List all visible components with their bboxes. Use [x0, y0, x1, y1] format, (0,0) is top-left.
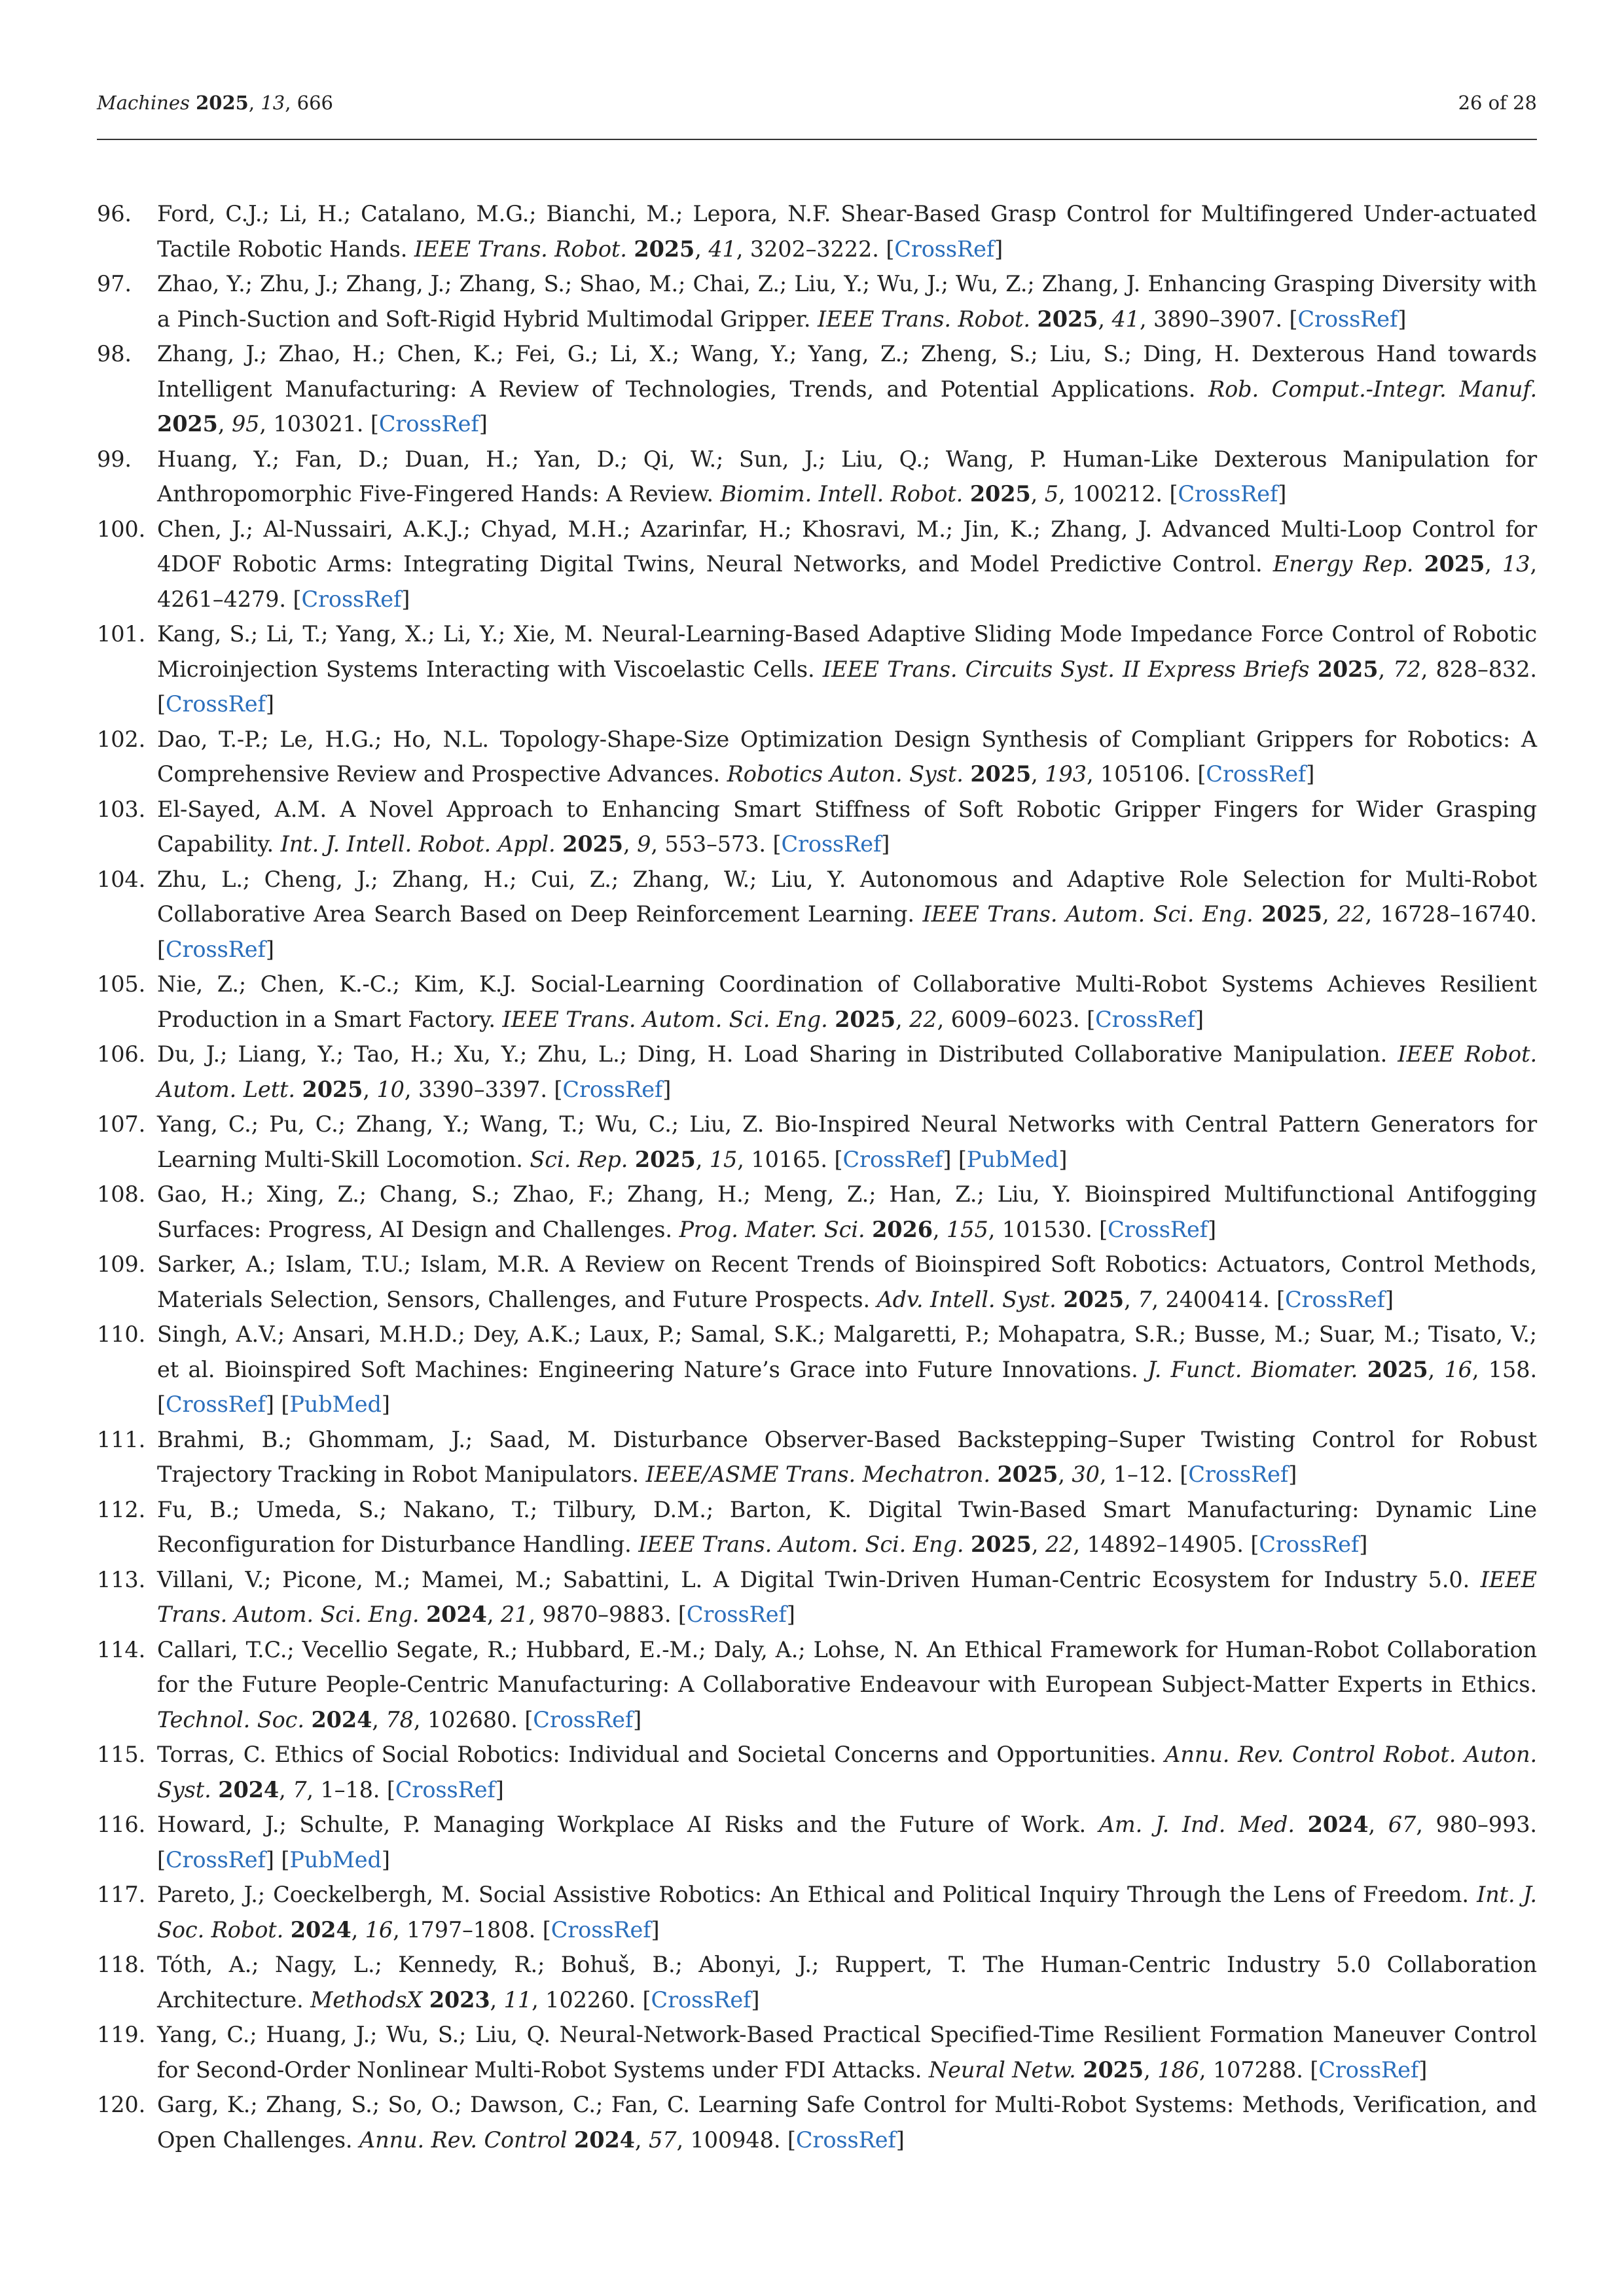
reference-number: 98. — [97, 341, 132, 367]
reference-text: Ford, C.J.; Li, H.; Catalano, M.G.; Bianchi, M.; Lepora, N.F. Shear-Based Grasp Control for Multifingered Under-actuated Tactile Robotic Hands. IEEE Trans. Robot. 2025, 41, 3202–3222. [CrossRef] — [157, 201, 1537, 262]
reference-text: Garg, K.; Zhang, S.; So, O.; Dawson, C.; Fan, C. Learning Safe Control for Multi-Robot Systems: Methods, Verification, and Open Challenges. Annu. Rev. Control 2024, 57, 100948. [CrossRef] — [157, 2092, 1537, 2153]
reference-text: Brahmi, B.; Ghommam, J.; Saad, M. Disturbance Observer-Based Backstepping–Super Twisting Control for Robust Trajectory Tracking in Robot Manipulators. IEEE/ASME Trans. Mechatron. 2025, 30, 1–12. [CrossRef] — [157, 1426, 1537, 1487]
crossref-link[interactable]: CrossRef — [165, 1391, 266, 1417]
reference-item — [97, 2087, 1537, 2157]
reference-number: 97. — [97, 271, 132, 296]
reference-item — [97, 1177, 1537, 1247]
reference-item — [97, 1107, 1537, 1177]
reference-number: 114. — [97, 1636, 146, 1662]
reference-text: Howard, J.; Schulte, P. Managing Workplace AI Risks and the Future of Work. Am. J. Ind. Med. 2024, 67, 980–993. [CrossRef] [PubMed] — [157, 1812, 1537, 1873]
reference-text: Du, J.; Liang, Y.; Tao, H.; Xu, Y.; Zhu, L.; Ding, H. Load Sharing in Distributed Collaborative Manipulation. IEEE Robot. Autom. Lett. 2025, 10, 3390–3397. [CrossRef] — [157, 1041, 1537, 1102]
reference-text: Yang, C.; Huang, J.; Wu, S.; Liu, Q. Neural-Network-Based Practical Specified-Time Resilient Formation Maneuver Control for Second-Order Nonlinear Multi-Robot Systems under FDI Attacks. Neural Netw. 2025, 186, 107288. [CrossRef] — [157, 2022, 1537, 2083]
crossref-link[interactable]: CrossRef — [795, 2126, 896, 2153]
crossref-link[interactable]: CrossRef — [550, 1916, 651, 1943]
reference-text: Zhang, J.; Zhao, H.; Chen, K.; Fei, G.; Li, X.; Wang, Y.; Yang, Z.; Zheng, S.; Liu, S.; Ding, H. Dexterous Hand towards Intelligent Manufacturing: A Review of Technologies, Trends, and Potential Applications. Rob. Comput.-Integr. Manuf. 2025, 95, 103021. [CrossRef] — [157, 341, 1538, 437]
crossref-link[interactable]: CrossRef — [533, 1706, 634, 1732]
reference-item — [97, 2017, 1537, 2087]
crossref-link[interactable]: CrossRef — [1178, 481, 1278, 507]
reference-item — [97, 862, 1537, 967]
reference-text: El-Sayed, A.M. A Novel Approach to Enhancing Smart Stiffness of Soft Robotic Gripper Fingers for Wider Grasping Capability. Int. J. Intell. Robot. Appl. 2025, 9, 553–573. [CrossRef] — [157, 796, 1537, 857]
reference-number: 100. — [97, 516, 146, 542]
reference-item — [97, 442, 1537, 512]
reference-number: 116. — [97, 1812, 146, 1837]
reference-text: Zhu, L.; Cheng, J.; Zhang, H.; Cui, Z.; Zhang, W.; Liu, Y. Autonomous and Adaptive Role Selection for Multi-Robot Collaborative Area Search Based on Deep Reinforcement Learning. IEEE Trans. Autom. Sci. Eng. 2025, 22, 16728–16740. [CrossRef] — [157, 866, 1537, 962]
reference-item — [97, 336, 1537, 442]
reference-number: 104. — [97, 866, 146, 892]
reference-text: Gao, H.; Xing, Z.; Chang, S.; Zhao, F.; Zhang, H.; Meng, Z.; Han, Z.; Liu, Y. Bioinspired Multifunctional Antifogging Surfaces: Progress, AI Design and Challenges. Prog. Mater. Sci. 2026, 155, 101530. [CrossRef] — [157, 1181, 1537, 1242]
reference-number: 119. — [97, 2022, 146, 2047]
reference-item — [97, 1737, 1537, 1807]
reference-list — [97, 196, 1537, 2157]
pubmed-link[interactable]: PubMed — [289, 1846, 382, 1873]
crossref-link[interactable]: CrossRef — [165, 936, 266, 962]
crossref-link[interactable]: CrossRef — [301, 586, 402, 612]
crossref-link[interactable]: CrossRef — [781, 831, 882, 857]
reference-item — [97, 1422, 1537, 1492]
reference-number: 103. — [97, 796, 146, 822]
reference-item — [97, 266, 1537, 336]
reference-item — [97, 967, 1537, 1037]
crossref-link[interactable]: CrossRef — [842, 1146, 943, 1172]
reference-item — [97, 1807, 1537, 1877]
reference-number: 112. — [97, 1496, 146, 1522]
header-rule — [97, 139, 1537, 140]
reference-text: Chen, J.; Al-Nussairi, A.K.J.; Chyad, M.H.; Azarinfar, H.; Khosravi, M.; Jin, K.; Zhang, J. Advanced Multi-Loop Control for 4DOF Robotic Arms: Integrating Digital Twins, Neural Networks, and Model Predictive Control. Energy Rep. 2025, 13, 4261–4279. [CrossRef] — [157, 516, 1537, 612]
reference-number: 113. — [97, 1566, 146, 1592]
reference-number: 102. — [97, 726, 146, 752]
crossref-link[interactable]: CrossRef — [395, 1776, 496, 1803]
reference-number: 107. — [97, 1111, 146, 1137]
reference-number: 109. — [97, 1251, 146, 1277]
page-header — [97, 92, 1537, 126]
crossref-link[interactable]: CrossRef — [1259, 1532, 1360, 1557]
reference-number: 105. — [97, 971, 146, 997]
reference-text: Dao, T.-P.; Le, H.G.; Ho, N.L. Topology-Shape-Size Optimization Design Synthesis of Compliant Grippers for Robotics: A Comprehensive Review and Prospective Advances. Robotics Auton. Syst. 2025, 193, 105106. [CrossRef] — [157, 726, 1537, 787]
pubmed-link[interactable]: PubMed — [289, 1391, 382, 1417]
reference-number: 106. — [97, 1041, 146, 1067]
reference-number: 111. — [97, 1426, 146, 1452]
reference-number: 99. — [97, 446, 132, 472]
reference-item — [97, 722, 1537, 792]
reference-item — [97, 1247, 1537, 1317]
reference-number: 101. — [97, 621, 146, 647]
reference-text: Pareto, J.; Coeckelbergh, M. Social Assistive Robotics: An Ethical and Political Inquiry Through the Lens of Freedom. Int. J. Soc. Robot. 2024, 16, 1797–1808. [CrossRef] — [157, 1882, 1537, 1943]
reference-number: 110. — [97, 1321, 146, 1347]
crossref-link[interactable]: CrossRef — [1095, 1006, 1195, 1032]
crossref-link[interactable]: CrossRef — [651, 1986, 751, 2013]
reference-number: 115. — [97, 1742, 146, 1767]
reference-text: Torras, C. Ethics of Social Robotics: Individual and Societal Concerns and Opportunities. Annu. Rev. Control Robot. Auton. Syst. 2024, 7, 1–18. [CrossRef] — [157, 1742, 1537, 1803]
reference-number: 118. — [97, 1952, 146, 1977]
crossref-link[interactable]: CrossRef — [1297, 306, 1398, 332]
page-number: 26 of 28 — [1458, 92, 1537, 114]
journal-citation: Machines 2025, 13, 666 — [97, 92, 333, 114]
reference-text: Kang, S.; Li, T.; Yang, X.; Li, Y.; Xie, M. Neural-Learning-Based Adaptive Sliding Mode Impedance Force Control of Robotic Microinjection Systems Interacting with Viscoelastic Cells. IEEE Trans. Circuits Syst. II Express Briefs 2025, 72, 828–832. [CrossRef] — [157, 621, 1537, 717]
reference-text: Callari, T.C.; Vecellio Segate, R.; Hubbard, E.-M.; Daly, A.; Lohse, N. An Ethical Framework for Human-Robot Collaboration for the Future People-Centric Manufacturing: A Collaborative Endeavour with European Subject-Matter Experts in Ethics. Technol. Soc. 2024, 78, 102680. [CrossRef] — [157, 1636, 1537, 1732]
reference-item — [97, 1562, 1537, 1632]
crossref-link[interactable]: CrossRef — [894, 236, 995, 262]
crossref-link[interactable]: CrossRef — [165, 1846, 266, 1873]
reference-number: 117. — [97, 1882, 146, 1907]
reference-text: Nie, Z.; Chen, K.-C.; Kim, K.J. Social-Learning Coordination of Collaborative Multi-Robot Systems Achieves Resilient Production in a Smart Factory. IEEE Trans. Autom. Sci. Eng. 2025, 22, 6009–6023. [CrossRef] — [157, 971, 1537, 1032]
reference-item — [97, 512, 1537, 617]
reference-text: Yang, C.; Pu, C.; Zhang, Y.; Wang, T.; Wu, C.; Liu, Z. Bio-Inspired Neural Networks with Central Pattern Generators for Learning Multi-Skill Locomotion. Sci. Rep. 2025, 15, 10165. [CrossRef] [PubMed] — [157, 1111, 1537, 1172]
reference-item — [97, 196, 1537, 266]
reference-item — [97, 1037, 1537, 1107]
reference-item — [97, 1492, 1537, 1562]
pubmed-link[interactable]: PubMed — [966, 1146, 1059, 1172]
reference-item — [97, 792, 1537, 862]
reference-item — [97, 1947, 1537, 2017]
crossref-link[interactable]: CrossRef — [1285, 1286, 1385, 1312]
crossref-link[interactable]: CrossRef — [378, 411, 479, 437]
reference-item — [97, 1317, 1537, 1422]
reference-text: Tóth, A.; Nagy, L.; Kennedy, R.; Bohuš, B.; Abonyi, J.; Ruppert, T. The Human-Centric Industry 5.0 Collaboration Architecture. MethodsX 2023, 11, 102260. [CrossRef] — [157, 1952, 1537, 2013]
crossref-link[interactable]: CrossRef — [1188, 1462, 1289, 1487]
crossref-link[interactable]: CrossRef — [165, 691, 266, 717]
reference-text: Zhao, Y.; Zhu, J.; Zhang, J.; Zhang, S.; Shao, M.; Chai, Z.; Liu, Y.; Wu, J.; Wu, Z.; Zhang, J. Enhancing Grasping Diversity with a Pinch-Suction and Soft-Rigid Hybrid Multimodal Gripper. IEEE Trans. Robot. 2025, 41, 3890–3907. [CrossRef] — [157, 271, 1537, 332]
reference-text: Sarker, A.; Islam, T.U.; Islam, M.R. A Review on Recent Trends of Bioinspired Soft Robotics: Actuators, Control Methods, Materials Selection, Sensors, Challenges, and Future Prospects. Adv. Intell. Syst. 2025, 7, 2400414. [CrossRef] — [157, 1251, 1537, 1312]
reference-text: Villani, V.; Picone, M.; Mamei, M.; Sabattini, L. A Digital Twin-Driven Human-Centric Ecosystem for Industry 5.0. IEEE Trans. Autom. Sci. Eng. 2024, 21, 9870–9883. [CrossRef] — [157, 1566, 1537, 1627]
reference-text: Singh, A.V.; Ansari, M.H.D.; Dey, A.K.; Laux, P.; Samal, S.K.; Malgaretti, P.; Mohapatra, S.R.; Busse, M.; Suar, M.; Tisato, V.; et al. Bioinspired Soft Machines: Engineering Nature’s Grace into Future Innovations. J. Funct. Biomater. 2025, 16, 158. [CrossRef] [PubMed] — [157, 1321, 1537, 1417]
reference-item — [97, 617, 1537, 722]
crossref-link[interactable]: CrossRef — [1206, 761, 1307, 787]
reference-item — [97, 1877, 1537, 1947]
reference-text: Fu, B.; Umeda, S.; Nakano, T.; Tilbury, D.M.; Barton, K. Digital Twin-Based Smart Manufacturing: Dynamic Line Reconfiguration for Disturbance Handling. IEEE Trans. Autom. Sci. Eng. 2025, 22, 14892–14905. [CrossRef] — [157, 1496, 1537, 1557]
crossref-link[interactable]: CrossRef — [686, 1602, 787, 1627]
reference-number: 96. — [97, 201, 132, 226]
crossref-link[interactable]: CrossRef — [562, 1076, 663, 1102]
reference-text: Huang, Y.; Fan, D.; Duan, H.; Yan, D.; Qi, W.; Sun, J.; Liu, Q.; Wang, P. Human-Like Dexterous Manipulation for Anthropomorphic Five-Fingered Hands: A Review. Biomim. Intell. Robot. 2025, 5, 100212. [CrossRef] — [157, 446, 1537, 507]
crossref-link[interactable]: CrossRef — [1318, 2056, 1419, 2083]
reference-number: 108. — [97, 1181, 146, 1207]
crossref-link[interactable]: CrossRef — [1108, 1216, 1208, 1242]
reference-number: 120. — [97, 2092, 146, 2117]
reference-item — [97, 1632, 1537, 1738]
